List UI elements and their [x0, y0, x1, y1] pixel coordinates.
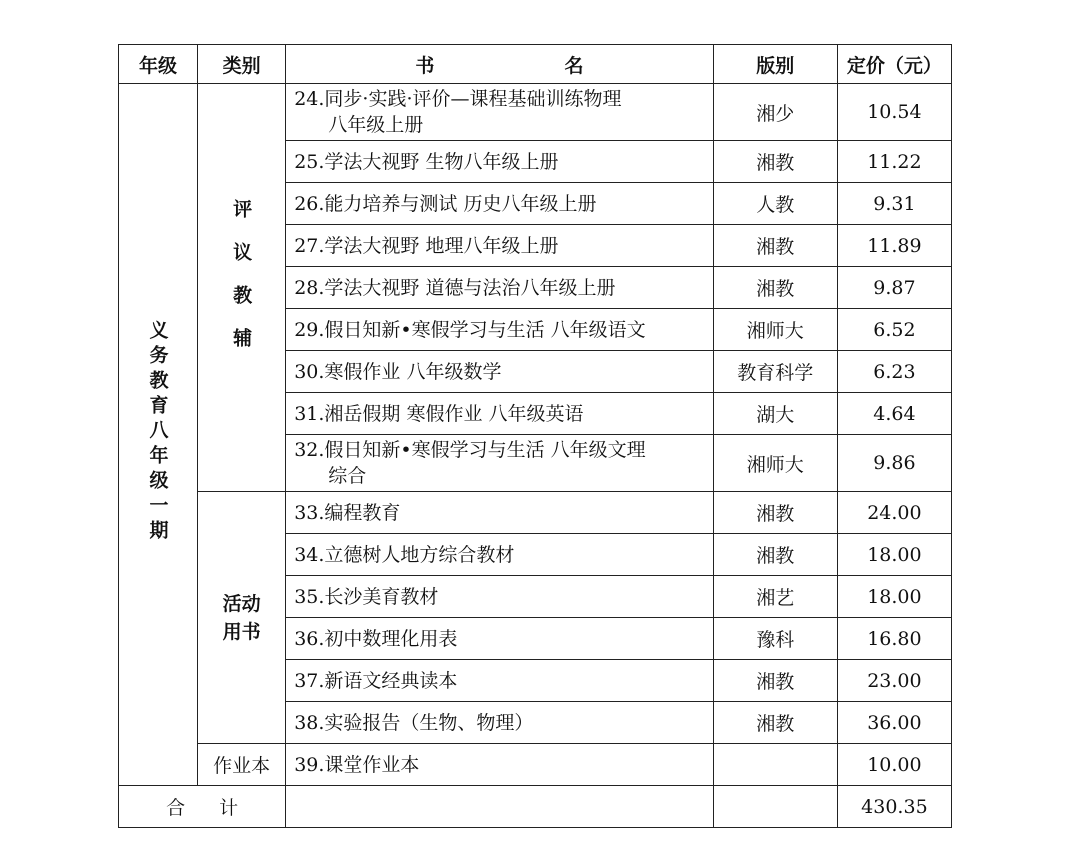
book-price: 6.23: [837, 351, 951, 393]
book-price: 9.86: [837, 435, 951, 492]
total-row: [119, 786, 952, 828]
header-price: 定价（元）: [837, 45, 951, 84]
book-price: 24.00: [837, 492, 951, 534]
textbook-price-table: [118, 44, 952, 828]
book-publisher: 湘教: [713, 702, 837, 744]
book-title: 26.能力培养与测试 历史八年级上册: [286, 183, 714, 225]
category-review-label: 评议教辅: [230, 199, 253, 371]
table-row: [119, 492, 952, 534]
book-price: 11.89: [837, 225, 951, 267]
book-price: 18.00: [837, 576, 951, 618]
book-publisher: 湘教: [713, 660, 837, 702]
book-title: 30.寒假作业 八年级数学: [286, 351, 714, 393]
book-title: 37.新语文经典读本: [286, 660, 714, 702]
book-publisher: 教育科学: [713, 351, 837, 393]
total-title-empty: [286, 786, 714, 828]
book-price: 23.00: [837, 660, 951, 702]
total-price: 430.35: [837, 786, 951, 828]
book-price: 10.00: [837, 744, 951, 786]
header-publisher: 版别: [713, 45, 837, 84]
book-title: 38.实验报告（生物、物理）: [286, 702, 714, 744]
book-title: 28.学法大视野 道德与法治八年级上册: [286, 267, 714, 309]
total-publisher-empty: [713, 786, 837, 828]
book-title: 35.长沙美育教材: [286, 576, 714, 618]
book-title: 39.课堂作业本: [286, 744, 714, 786]
book-publisher: 湘教: [713, 225, 837, 267]
book-title: 34.立德树人地方综合教材: [286, 534, 714, 576]
book-price: 4.64: [837, 393, 951, 435]
grade-label: 义务教育八年级一期: [146, 319, 169, 545]
book-publisher: 人教: [713, 183, 837, 225]
book-title: 32.假日知新•寒假学习与生活 八年级文理 综合: [286, 435, 714, 492]
book-publisher: 湘教: [713, 141, 837, 183]
header-grade: 年级: [119, 45, 198, 84]
book-price: 9.87: [837, 267, 951, 309]
table-row: [119, 744, 952, 786]
book-title: 31.湘岳假期 寒假作业 八年级英语: [286, 393, 714, 435]
book-title: 36.初中数理化用表: [286, 618, 714, 660]
book-title: 29.假日知新•寒假学习与生活 八年级语文: [286, 309, 714, 351]
book-price: 18.00: [837, 534, 951, 576]
book-publisher: 湘艺: [713, 576, 837, 618]
header-title: [286, 45, 714, 84]
category-workbook: 作业本: [198, 744, 286, 786]
book-title: 33.编程教育: [286, 492, 714, 534]
book-publisher: 湘师大: [713, 309, 837, 351]
category-activity-label: 活动 用书: [222, 592, 261, 643]
book-publisher: 湘教: [713, 267, 837, 309]
table-row: [119, 84, 952, 141]
grade-cell: [119, 84, 198, 786]
book-publisher: [713, 744, 837, 786]
book-publisher: 湘少: [713, 84, 837, 141]
category-activity: [198, 492, 286, 744]
book-price: 36.00: [837, 702, 951, 744]
book-price: 9.31: [837, 183, 951, 225]
category-review: [198, 84, 286, 492]
header-title-part1: 书: [415, 54, 435, 77]
book-price: 11.22: [837, 141, 951, 183]
book-price: 10.54: [837, 84, 951, 141]
book-price: 6.52: [837, 309, 951, 351]
book-publisher: 豫科: [713, 618, 837, 660]
book-title: 25.学法大视野 生物八年级上册: [286, 141, 714, 183]
book-title: 24.同步·实践·评价—课程基础训练物理 八年级上册: [286, 84, 714, 141]
book-price: 16.80: [837, 618, 951, 660]
book-publisher: 湘教: [713, 534, 837, 576]
header-category: 类别: [198, 45, 286, 84]
book-title: 27.学法大视野 地理八年级上册: [286, 225, 714, 267]
table-header-row: [119, 45, 952, 84]
book-publisher: 湖大: [713, 393, 837, 435]
header-title-part2: 名: [564, 54, 584, 77]
book-publisher: 湘师大: [713, 435, 837, 492]
book-publisher: 湘教: [713, 492, 837, 534]
total-label: 合计: [119, 786, 286, 828]
